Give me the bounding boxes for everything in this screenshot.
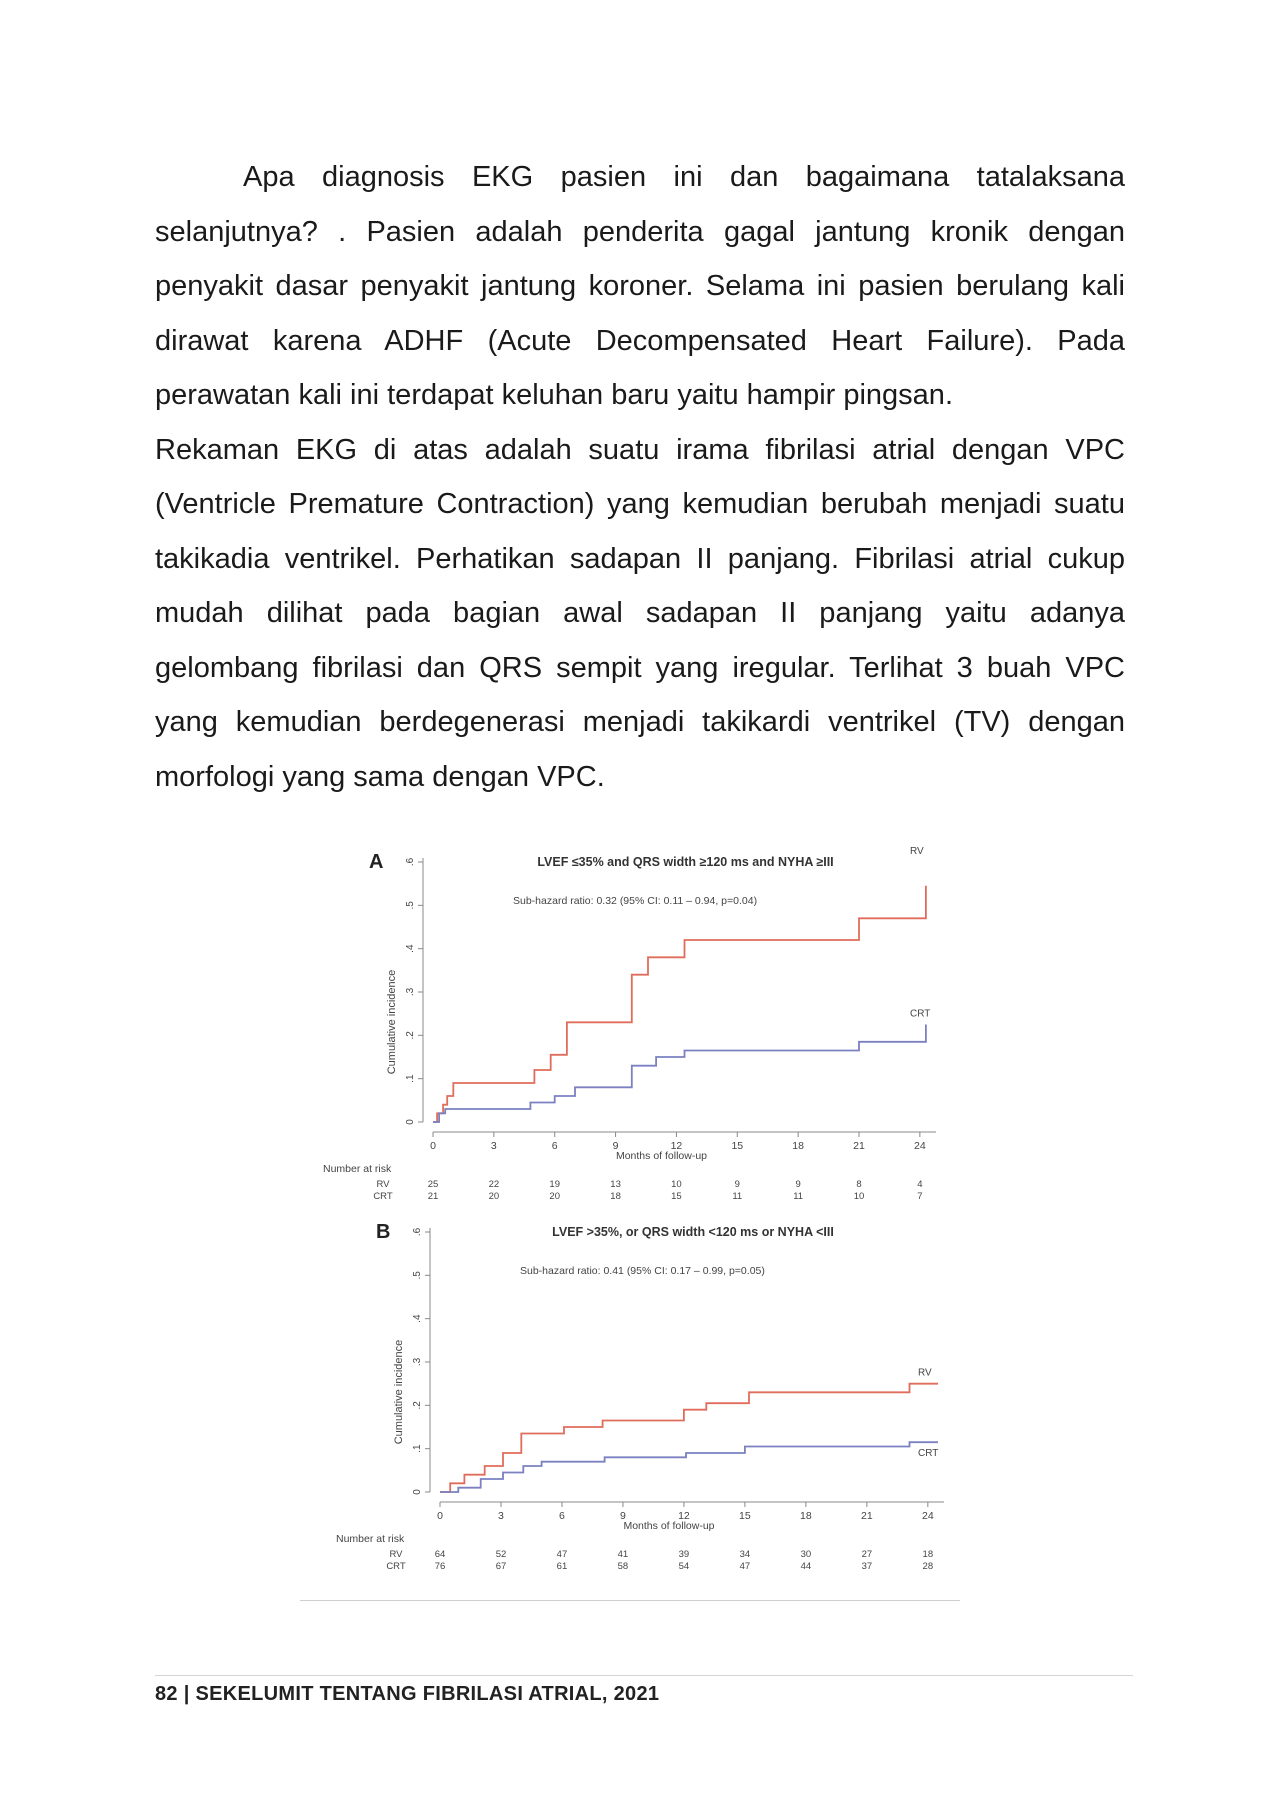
panel-a-risk-value: 11: [793, 1191, 804, 1202]
paragraph-1: Apa diagnosis EKG pasien ini dan bagaimana tatalaksana selanjutnya? . Pasien adalah penderita gagal jantung kronik dengan penyakit dasar penyakit jantung koroner. Selama ini pasien berulang kali dirawat karena ADHF (Acute Decompensated Heart Failure). Pada perawatan kali ini terdapat keluhan baru yaitu hampir pingsan.: [155, 161, 1125, 411]
panel-a-risk-value: 25: [427, 1179, 439, 1190]
panel-b-series-rv-label: RV: [918, 1367, 932, 1379]
panel-b-risk-value: 30: [800, 1549, 812, 1560]
panel-b-x-tick-label: 12: [678, 1510, 690, 1522]
panel-b-y-label: Cumulative incidence: [393, 1339, 405, 1445]
panel-a-series-rv-line: [433, 886, 926, 1122]
panel-b-risk-value: 47: [556, 1549, 568, 1560]
panel-a-risk-row-label: CRT: [373, 1191, 393, 1202]
panel-a-x-tick-label: 24: [914, 1140, 926, 1152]
panel-b-y-tick-label: .1: [412, 1444, 423, 1453]
panel-b-x-tick-label: 0: [437, 1510, 443, 1522]
panel-b-y-tick-label: .5: [412, 1271, 423, 1280]
panel-a-x-tick-label: 21: [853, 1140, 865, 1152]
panel-a-risk-value: 18: [610, 1191, 621, 1202]
panel-b-y-tick-label: .3: [412, 1357, 423, 1367]
panel-b-risk-value: 18: [922, 1549, 934, 1560]
panel-b-y-tick-label: .4: [412, 1314, 423, 1323]
panel-a-annotation: Sub-hazard ratio: 0.32 (95% CI: 0.11 – 0.94, p=0.04): [513, 895, 758, 907]
panel-a-x-tick-label: 3: [490, 1140, 497, 1152]
panel-b-x-tick-label: 9: [620, 1510, 626, 1522]
panel-b-x-label: Months of follow-up: [623, 1520, 715, 1532]
panel-a-x-label: Months of follow-up: [615, 1150, 708, 1162]
panel-a-series-crt-line: [433, 1025, 926, 1123]
panel-a-risk-value: 11: [732, 1191, 743, 1202]
panel-a-risk-value: 8: [856, 1179, 862, 1190]
panel-a-risk-row-label: RV: [376, 1179, 390, 1190]
panel-b-risk-value: 41: [617, 1549, 629, 1560]
panel-a-risk-value: 20: [549, 1191, 561, 1202]
cumulative-incidence-figure: [300, 840, 960, 1600]
panel-a-title: LVEF ≤35% and QRS width ≥120 ms and NYHA ≥III: [537, 855, 834, 869]
footer-rule: [155, 1675, 1133, 1676]
panel-a-x-tick-label: 18: [792, 1140, 804, 1152]
panel-b-title: LVEF >35%, or QRS width <120 ms or NYHA <III: [552, 1225, 834, 1239]
panel-a-risk-value: 20: [488, 1191, 500, 1202]
panel-b-series-rv-line: [440, 1384, 938, 1492]
panel-b-x-tick-label: 18: [800, 1510, 812, 1522]
panel-a-series-crt-label: CRT: [910, 1008, 931, 1020]
figure-bottom-rule: [300, 1600, 960, 1601]
panel-b-label: B: [376, 1221, 391, 1243]
panel-a-y-tick-label: .2: [405, 1031, 416, 1040]
panel-b-x-tick-label: 6: [559, 1510, 565, 1522]
panel-b-y-tick-label: .6: [412, 1227, 423, 1237]
panel-b-risk-header: Number at risk: [336, 1533, 405, 1545]
paragraph-2: Rekaman EKG di atas adalah suatu irama fibrilasi atrial dengan VPC (Ventricle Premature Contraction) yang kemudian berubah menjadi suatu takikadia ventrikel. Perhatikan sadapan II panjang. Fibrilasi atrial cukup mudah dilihat pada bagian awal sadapan II panjang yaitu adanya gelombang fibrilasi dan QRS sempit yang iregular. Terlihat 3 buah VPC yang kemudian berdegenerasi menjadi takikardi ventrikel (TV) dengan morfologi yang sama dengan VPC.: [155, 433, 1125, 793]
panel-a-risk-value: 10: [671, 1179, 682, 1190]
panel-a-x-tick-label: 6: [551, 1140, 558, 1152]
body-text: [155, 150, 1125, 804]
panel-b-x-tick-label: 24: [921, 1510, 934, 1522]
panel-a-risk-value: 13: [610, 1179, 621, 1190]
panel-b-series-crt-label: CRT: [918, 1448, 939, 1460]
panel-a-risk-value: 22: [488, 1179, 500, 1190]
panel-b-x-tick-label: 3: [498, 1510, 504, 1522]
panel-b-risk-value: 27: [861, 1549, 873, 1560]
panel-b-risk-value: 44: [800, 1561, 812, 1572]
panel-b-risk-value: 28: [922, 1561, 934, 1572]
panel-b-y-tick-label: 0: [412, 1489, 423, 1495]
panel-b-x-tick-label: 15: [739, 1510, 751, 1522]
panel-b-risk-value: 61: [556, 1561, 568, 1572]
panel-a-series-rv-label: RV: [910, 845, 924, 857]
panel-a-risk-value: 4: [917, 1179, 923, 1190]
panel-b-risk-value: 76: [434, 1561, 446, 1572]
panel-a-risk-value: 21: [427, 1191, 439, 1202]
panel-b-risk-value: 37: [861, 1561, 873, 1572]
panel-a-y-tick-label: .1: [405, 1074, 416, 1083]
panel-b-risk-value: 67: [495, 1561, 507, 1572]
panel-a-risk-header: Number at risk: [323, 1163, 392, 1175]
panel-a-x-tick-label: 12: [670, 1140, 683, 1152]
panel-a-y-tick-label: .4: [405, 944, 416, 953]
panel-b-risk-value: 34: [739, 1549, 751, 1560]
panel-a-x-tick-label: 0: [430, 1140, 436, 1152]
panel-b-risk-row-label: CRT: [386, 1561, 406, 1572]
panel-b-series-crt-line: [440, 1442, 938, 1492]
panel-a-label: A: [369, 851, 384, 873]
panel-a-y-tick-label: .5: [405, 901, 416, 910]
panel-a-x-tick-label: 15: [731, 1140, 744, 1152]
panel-a-risk-value: 15: [671, 1191, 682, 1202]
panel-b-risk-value: 58: [617, 1561, 629, 1572]
panel-a-y-label: Cumulative incidence: [386, 969, 398, 1075]
panel-a-y-tick-label: .3: [405, 987, 416, 997]
panel-b-risk-value: 64: [434, 1549, 446, 1560]
panel-b-x-tick-label: 21: [861, 1510, 873, 1522]
panel-a-risk-value: 9: [734, 1179, 740, 1190]
panel-a-risk-value: 19: [549, 1179, 561, 1190]
panel-b-risk-value: 52: [495, 1549, 507, 1560]
panel-a-risk-value: 10: [853, 1191, 865, 1202]
panel-b-risk-value: 54: [678, 1561, 690, 1572]
page-footer: 82 | SEKELUMIT TENTANG FIBRILASI ATRIAL, 2021: [155, 1683, 660, 1705]
panel-a-risk-value: 7: [917, 1191, 923, 1202]
panel-b-annotation: Sub-hazard ratio: 0.41 (95% CI: 0.17 – 0.99, p=0.05): [520, 1265, 765, 1277]
panel-a-y-tick-label: .6: [405, 857, 416, 867]
panel-a-y-tick-label: 0: [405, 1119, 416, 1125]
panel-a-risk-value: 9: [795, 1179, 801, 1190]
panel-b-risk-row-label: RV: [389, 1549, 403, 1560]
panel-b-risk-value: 39: [678, 1549, 690, 1560]
panel-b-y-tick-label: .2: [412, 1401, 423, 1410]
panel-a-x-tick-label: 9: [612, 1140, 619, 1152]
panel-b-risk-value: 47: [739, 1561, 751, 1572]
